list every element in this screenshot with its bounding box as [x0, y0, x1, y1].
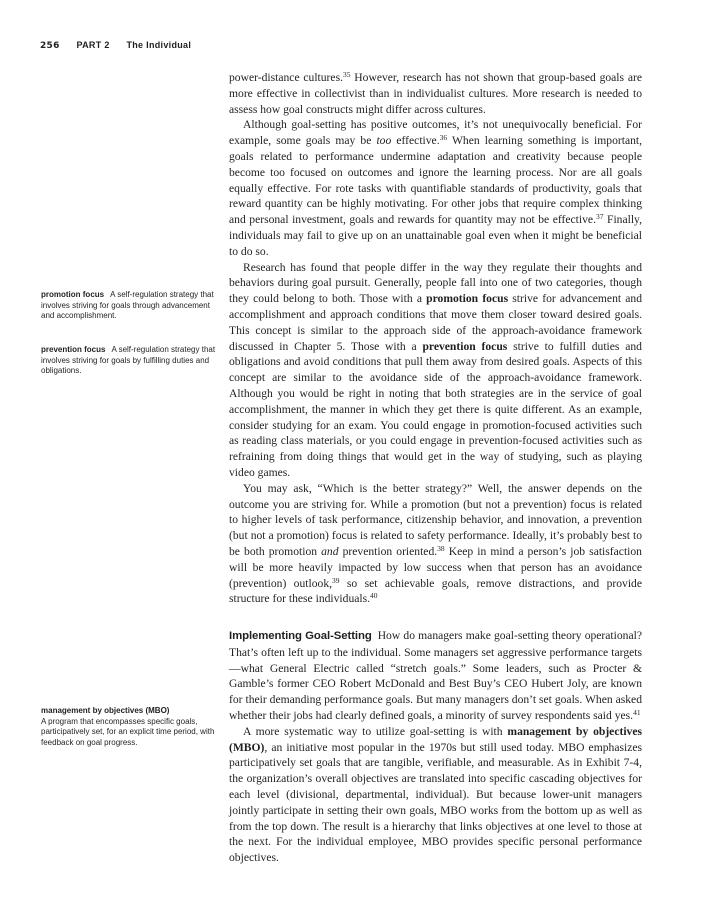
paragraph: Although goal-setting has positive outcomes, it’s not unequivocally beneficial. For example, some goals may be too effective.$^{36}$ When learning something is important, goals related to performance undermine adaptation and creativity because people become too focused on outcomes and ignore the learning process. Nor are all goals equally effective. For rote tasks with quantifiable standards of productivity, goals that reward quantity can be highly motivating. For other jobs that require complex thinking and personal investment, goals and rewards for quantity may not be effective.$^{37}$ Finally, individuals may fail to give up on an unattainable goal even when it might be beneficial to do so. — [229, 118, 643, 258]
footnote-ref: 35 — [342, 70, 351, 79]
footnote-ref: 37 — [595, 212, 604, 222]
part-label: PART 2 — [76, 40, 110, 50]
margin-note-promotion-focus — [41, 290, 216, 322]
footnote-ref: 36 — [439, 133, 448, 143]
footnote-ref: 41 — [633, 708, 641, 718]
paragraph: Implementing Goal-Setting How do managers make goal-setting theory operational? That’s often left up to the individual. Some managers set aggressive performance targets—what General Electric called “stretch goals.” Some leaders, such as Procter & Gamble’s former CEO Robert McDonald and Best Buy’s CEO Hubert Joly, are known for their demanding performance goals. But many managers don’t set goals. When asked whether their jobs had clearly defined goals, a minority of survey respondents said yes.$^{41}$ — [229, 629, 642, 723]
paragraph: You may ask, “Which is the better strategy?” Well, the answer depends on the outcome you are striving for. While a promotion (but not a prevention) focus is related to higher levels of task performance, citizenship behavior, and innovation, a prevention (but not a promotion) focus is related to safety performance. Ideally, it’s probably best to be both promotion and prevention oriented.$^{38}$ Keep in mind a person’s job satisfaction will be more heavily impacted by low success when that person has an avoidance (prevention) outlook,$^{39}$ so set achievable goals, remove distractions, and provide structure for these individuals.$^{40}$ — [229, 481, 642, 606]
footnote-ref: 38 — [437, 543, 445, 553]
glossary-term: promotion focus — [41, 290, 105, 299]
page-number: 256 — [40, 41, 60, 51]
margin-note-mbo — [41, 706, 216, 748]
glossary-definition: A program that encompasses specific goals, participatively set, for an explicit time period, with feedback on goal progress. — [41, 716, 215, 747]
glossary-term: management by objectives (MBO) — [41, 706, 170, 715]
key-term: prevention focus — [422, 339, 508, 353]
paragraph: A more systematic way to utilize goal-setting is with management by objectives (MBO), an initiative most popular in the 1970s but still used today. MBO emphasizes participatively set goals that are tangible, verifiable, and measurable. As in Exhibit 7-4, the organization’s overall objectives are translated into specific cascading objectives for each level (divisional, departmental, individual). But because lower-unit managers jointly participate in setting their own goals, MBO works from the bottom up as well as from the top down. The result is a hierarchy that links objectives at one level to those at the next. For the individual employee, MBO provides specific personal performance objectives. — [229, 724, 643, 865]
key-term: management by objectives (MBO) — [229, 724, 643, 754]
glossary-definition: A self-regulation strategy that involves striving for goals through advancement and accomplishment. — [41, 290, 214, 321]
footnote-ref: 40 — [370, 591, 378, 601]
glossary-term: prevention focus — [41, 345, 106, 354]
glossary-definition: A self-regulation strategy that involves striving for goals by fulfilling duties and obligations. — [41, 345, 216, 376]
section-heading: Implementing Goal-Setting — [229, 630, 372, 643]
section-title: The Individual — [126, 40, 192, 50]
footnote-ref: 39 — [332, 575, 340, 585]
body-text — [229, 70, 642, 866]
margin-note-prevention-focus — [41, 345, 216, 377]
paragraph: power-distance cultures.$^{35}$ However, research has not shown that group-based goals are more effective in collectivist than in individualist cultures. More research is needed to assess how goal constructs might differ across cultures. — [229, 70, 642, 116]
running-header — [40, 40, 191, 51]
key-term: promotion focus — [426, 292, 509, 306]
paragraph: Research has found that people differ in the way they regulate their thoughts and behaviors during goal pursuit. Generally, people fall into one of two categories, though they could belong to both. Those with a promotion focus strive for advancement and accomplishment and approach conditions that move them closer toward desired goals. This concept is similar to the approach side of the approach-avoidance framework discussed in Chapter 5. Those with a prevention focus strive to fulfill duties and obligations and avoid conditions that pull them away from desired goals. Aspects of this concept are similar to the avoidance side of the approach-avoidance framework. Although you would be right in noting that both strategies are in the service of goal accomplishment, the manner in which they get there is quite different. As an example, consider studying for an exam. You could engage in promotion-focused activities such as reading class materials, or you could engage in prevention-focused activities such as refraining from doing things that would get in the way of studying, such as playing video games. — [229, 260, 643, 479]
